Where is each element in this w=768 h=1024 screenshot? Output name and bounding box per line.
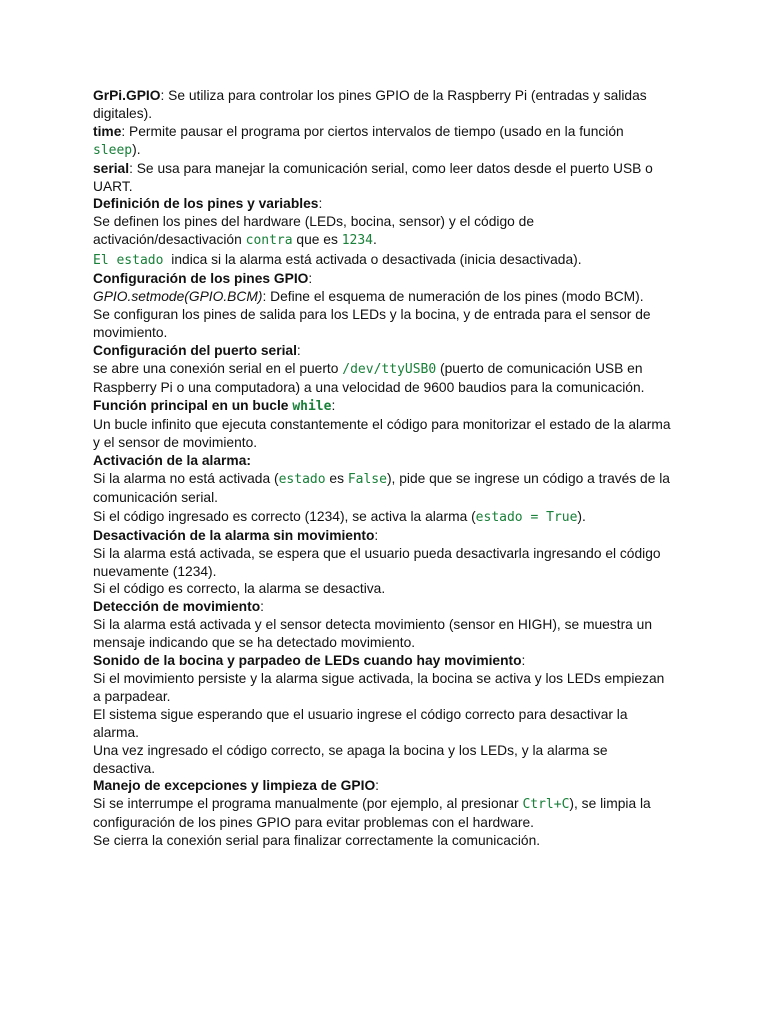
funcion-colon: : — [331, 398, 336, 414]
time-paragraph — [93, 123, 673, 160]
excepciones-colon: : — [375, 778, 380, 794]
config-serial-text2: (puerto de comunicación USB en Raspberry Pi o una computadora) a una velocidad de 9600 baudios para la comunicación. — [93, 360, 645, 395]
activacion-text4: Si el código ingresado es correcto (1234), se activa la alarma ( — [93, 508, 476, 524]
excepciones-text2: ), se limpia la configuración de los pines GPIO para evitar problemas con el hardware. — [93, 796, 651, 831]
sonido-colon: : — [521, 653, 526, 669]
definicion-heading-text: Definición de los pines y variables — [93, 196, 319, 212]
document-body — [93, 87, 673, 850]
config-gpio-colon: : — [308, 271, 313, 287]
sonido-heading — [93, 652, 673, 670]
ctrl-c-code: Ctrl+C — [522, 797, 570, 813]
estado-code: El estado — [93, 253, 172, 269]
estado-text: indica si la alarma está activada o desactivada (inicia desactivada). — [171, 252, 582, 268]
time-desc: : Permite pausar el programa por ciertos intervalos de tiempo (usado en la función — [121, 123, 624, 139]
definicion-text2: que es — [292, 232, 342, 248]
sonido-paragraph-2 — [93, 706, 673, 742]
desactivacion-heading — [93, 527, 673, 545]
activacion-paragraph-1 — [93, 470, 673, 507]
contra-code: contra — [245, 233, 293, 249]
excepciones-paragraph-1 — [93, 795, 673, 832]
setmode-text: : Define el esquema de numeración de los pines (modo BCM). — [262, 288, 644, 304]
definicion-colon: : — [318, 196, 323, 212]
desactivacion-text1: Si la alarma está activada, se espera que el usuario pueda desactivarla ingresando el código nuevamente (1234). — [93, 545, 661, 579]
definicion-text1: Se definen los pines del hardware (LEDs, bocina, sensor) y el código de activación/desactivación — [93, 214, 534, 248]
config-serial-heading-text: Configuración del puerto serial — [93, 342, 297, 358]
setmode-italic: GPIO.setmode(GPIO.BCM) — [93, 288, 263, 304]
grpi-paragraph — [93, 87, 673, 123]
sonido-text3: Una vez ingresado el código correcto, se apaga la bocina y los LEDs, y la alarma se desactiva. — [93, 742, 608, 776]
sonido-heading-text: Sonido de la bocina y parpadeo de LEDs cuando hay movimiento — [93, 653, 522, 669]
desactivacion-text2: Si el código es correcto, la alarma se desactiva. — [93, 581, 386, 597]
desactivacion-colon: : — [374, 527, 379, 543]
config-gpio-heading — [93, 270, 673, 288]
funcion-text: Un bucle infinito que ejecuta constantemente el código para monitorizar el estado de la alarma y el sensor de movimiento. — [93, 417, 671, 451]
sonido-text1: Si el movimiento persiste y la alarma sigue activada, la bocina se activa y los LEDs empiezan a parpadear. — [93, 671, 665, 704]
excepciones-paragraph-2 — [93, 832, 673, 850]
estado-code-2: estado — [278, 472, 326, 488]
estado-true-code: estado = True — [475, 509, 578, 525]
excepciones-heading-text: Manejo de excepciones y limpieza de GPIO — [93, 778, 376, 794]
definicion-heading — [93, 195, 673, 213]
time-term: time — [93, 123, 122, 139]
definicion-paragraph — [93, 213, 673, 250]
sonido-paragraph-1 — [93, 670, 673, 706]
estado-paragraph — [93, 251, 673, 270]
deteccion-colon: : — [260, 599, 264, 615]
excepciones-heading — [93, 777, 673, 795]
funcion-heading-text: Función principal en un bucle — [93, 398, 293, 414]
desactivacion-heading-text: Desactivación de la alarma sin movimiento — [93, 527, 375, 543]
grpi-term: GrPi.GPIO — [93, 88, 161, 103]
config-serial-paragraph — [93, 360, 673, 397]
config-serial-colon: : — [296, 342, 301, 358]
setmode-paragraph — [93, 288, 673, 306]
code-1234: 1234 — [341, 233, 373, 249]
activacion-text1: Si la alarma no está activada ( — [93, 471, 279, 487]
funcion-paragraph — [93, 416, 673, 452]
false-code: False — [347, 472, 387, 488]
excepciones-text1: Si se interrumpe el programa manualmente (por ejemplo, al presionar — [93, 796, 523, 812]
config-serial-text1: se abre una conexión serial en el puerto — [93, 360, 343, 376]
sonido-text2: El sistema sigue esperando que el usuario ingrese el código correcto para desactivar la alarma. — [93, 706, 628, 740]
deteccion-heading — [93, 598, 673, 616]
serial-term: serial — [93, 160, 130, 176]
definicion-text3: . — [373, 232, 377, 248]
time-end: ). — [132, 141, 141, 157]
tty-code: /dev/ttyUSB0 — [342, 361, 437, 377]
funcion-heading — [93, 397, 673, 416]
deteccion-paragraph — [93, 616, 673, 652]
deteccion-text: Si la alarma está activada y el sensor detecta movimiento (sensor en HIGH), se muestra un mensaje indicando que se ha detectado movimiento. — [93, 617, 653, 651]
config-gpio-heading-text: Configuración de los pines GPIO — [93, 271, 309, 287]
sonido-paragraph-3 — [93, 742, 673, 778]
excepciones-text3: Se cierra la conexión serial para finalizar correctamente la comunicación. — [93, 833, 541, 849]
deteccion-heading-text: Detección de movimiento — [93, 599, 261, 615]
desactivacion-paragraph-2 — [93, 580, 673, 598]
activacion-heading — [93, 452, 673, 470]
while-code: while — [292, 399, 332, 415]
activacion-paragraph-2 — [93, 508, 673, 527]
sleep-code: sleep — [93, 142, 133, 158]
activacion-text5: ). — [577, 508, 586, 524]
serial-desc: : Se usa para manejar la comunicación serial, como leer datos desde el puerto USB o UART. — [93, 160, 653, 194]
desactivacion-paragraph-1 — [93, 545, 673, 581]
serial-paragraph — [93, 160, 673, 196]
config-gpio-text: Se configuran los pines de salida para los LEDs y la bocina, y de entrada para el sensor de movimiento. — [93, 306, 651, 340]
activacion-text2: es — [325, 471, 348, 487]
config-gpio-paragraph — [93, 306, 673, 342]
activacion-text3: ), pide que se ingrese un código a través de la comunicación serial. — [93, 471, 670, 505]
activacion-heading-text: Activación de la alarma: — [93, 453, 251, 469]
grpi-desc: : Se utiliza para controlar los pines GPIO de la Raspberry Pi (entradas y salidas digitales). — [93, 88, 647, 121]
config-serial-heading — [93, 342, 673, 360]
